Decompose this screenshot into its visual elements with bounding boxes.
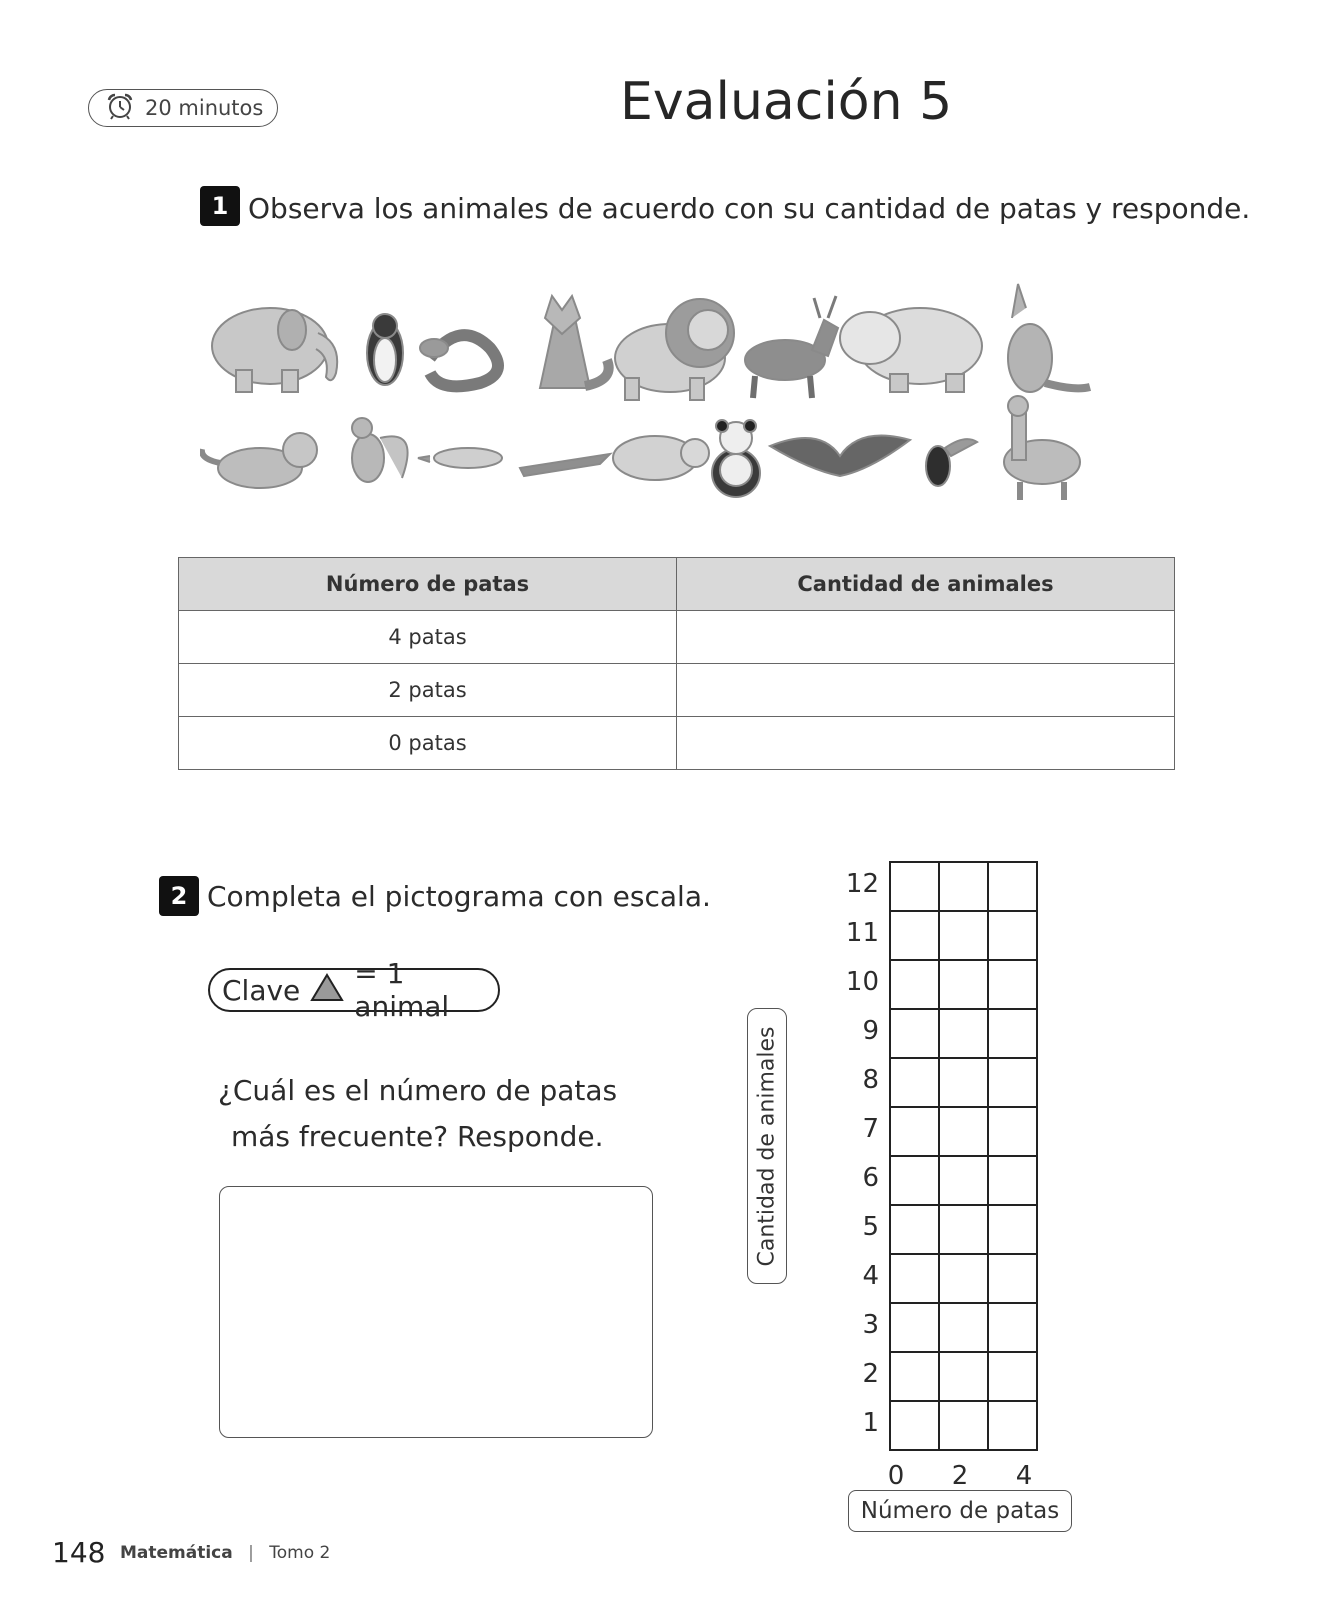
footer-book-info	[120, 1543, 330, 1563]
pictogram-cell[interactable]	[988, 862, 1037, 911]
y-tick-label: 6	[862, 1163, 879, 1193]
footer-separator: |	[248, 1543, 254, 1563]
pig-icon	[613, 436, 709, 480]
timer-label: 20 minutos	[145, 96, 264, 120]
triangle-icon	[310, 972, 344, 1009]
y-axis-label-text: Cantidad de animales	[754, 1026, 780, 1266]
footer-subject: Matemática	[120, 1543, 233, 1563]
y-tick-label: 10	[845, 967, 879, 997]
key-value: = 1 animal	[354, 957, 450, 1023]
pictogram-cell[interactable]	[988, 1401, 1037, 1450]
table-header-legs: Número de patas	[179, 558, 677, 611]
pictogram-cell[interactable]	[988, 1205, 1037, 1254]
page-number: 148	[52, 1536, 106, 1569]
pictogram-cell[interactable]	[890, 1156, 939, 1205]
pictogram-cell[interactable]	[890, 911, 939, 960]
table-row	[179, 664, 1175, 717]
pictogram-cell[interactable]	[890, 1254, 939, 1303]
pictogram-cell[interactable]	[890, 862, 939, 911]
pictogram-cell[interactable]	[890, 1009, 939, 1058]
y-tick-label: 5	[862, 1212, 879, 1242]
pictogram-cell[interactable]	[939, 1156, 988, 1205]
snake-icon	[420, 335, 498, 386]
pictogram-grid	[889, 861, 1043, 1457]
pictogram-cell[interactable]	[988, 1058, 1037, 1107]
elephant-icon	[212, 308, 337, 392]
pictogram-cell[interactable]	[939, 960, 988, 1009]
key-label: Clave	[222, 973, 301, 1007]
prompt-line-2: más frecuente? Responde.	[231, 1120, 604, 1153]
pictogram-key	[208, 957, 500, 1023]
x-tick-label: 2	[951, 1461, 969, 1491]
animals-illustration	[200, 278, 1120, 518]
pictogram-cell[interactable]	[890, 1352, 939, 1401]
y-axis-label	[747, 1008, 787, 1284]
pictogram-cell[interactable]	[988, 1352, 1037, 1401]
bird-icon	[418, 448, 502, 468]
pictogram-cell[interactable]	[890, 1205, 939, 1254]
table-header-count: Cantidad de animales	[677, 558, 1175, 611]
table-cell-count-input[interactable]	[677, 717, 1175, 770]
crocodile-icon	[520, 454, 610, 476]
lion-icon	[615, 299, 734, 400]
table-row	[179, 717, 1175, 770]
table-row	[179, 611, 1175, 664]
footer-volume: Tomo 2	[269, 1543, 331, 1563]
squirrel-icon	[352, 418, 408, 482]
question-2-text: Completa el pictograma con escala.	[207, 880, 711, 913]
pictogram-cell[interactable]	[939, 1058, 988, 1107]
pictogram-cell[interactable]	[890, 960, 939, 1009]
toucan-icon	[926, 439, 977, 486]
pictogram-cell[interactable]	[988, 960, 1037, 1009]
pictogram-cell[interactable]	[988, 1009, 1037, 1058]
pictogram-cell[interactable]	[890, 1058, 939, 1107]
pictogram-cell[interactable]	[890, 1401, 939, 1450]
pictogram-cell[interactable]	[988, 1156, 1037, 1205]
table-cell-legs: 2 patas	[179, 664, 677, 717]
pictogram-cell[interactable]	[939, 1401, 988, 1450]
penguin-icon	[367, 314, 403, 385]
pictogram-cell[interactable]	[939, 1009, 988, 1058]
legs-table	[178, 557, 1175, 770]
pictogram-cell[interactable]	[939, 862, 988, 911]
answer-box[interactable]	[219, 1186, 653, 1438]
x-axis-label: Número de patas	[848, 1490, 1072, 1532]
table-cell-count-input[interactable]	[677, 664, 1175, 717]
question-1-text: Observa los animales de acuerdo con su cantidad de patas y responde.	[248, 192, 1251, 225]
pictogram-cell[interactable]	[890, 1107, 939, 1156]
pictogram-cell[interactable]	[939, 911, 988, 960]
pictogram-cell[interactable]	[988, 1254, 1037, 1303]
pictogram-cell[interactable]	[939, 1303, 988, 1352]
question-1-number: 1	[200, 186, 240, 226]
kangaroo-icon	[1008, 284, 1090, 392]
hippo-icon	[840, 308, 982, 392]
y-tick-label: 9	[862, 1016, 879, 1046]
y-tick-label: 1	[862, 1408, 879, 1438]
time-badge	[88, 89, 278, 127]
pictogram-cell[interactable]	[939, 1352, 988, 1401]
y-tick-label: 8	[862, 1065, 879, 1095]
pictogram-cell[interactable]	[988, 1107, 1037, 1156]
pictogram-cell[interactable]	[939, 1205, 988, 1254]
x-tick-label: 4	[1015, 1461, 1033, 1491]
question-2-prompt	[218, 1068, 617, 1160]
pictogram-cell[interactable]	[988, 1303, 1037, 1352]
table-cell-count-input[interactable]	[677, 611, 1175, 664]
pictogram-cell[interactable]	[939, 1254, 988, 1303]
y-tick-label: 3	[862, 1310, 879, 1340]
page-title: Evaluación 5	[620, 72, 953, 132]
y-tick-label: 2	[862, 1359, 879, 1389]
table-cell-legs: 0 patas	[179, 717, 677, 770]
alarm-clock-icon	[103, 91, 137, 125]
eagle-icon	[770, 436, 910, 476]
pictogram-cell[interactable]	[939, 1107, 988, 1156]
y-tick-label: 12	[845, 869, 879, 899]
x-tick-label: 0	[887, 1461, 905, 1491]
question-2-number: 2	[159, 876, 199, 916]
y-tick-label: 11	[845, 918, 879, 948]
y-tick-label: 7	[862, 1114, 879, 1144]
pictogram-cell[interactable]	[988, 911, 1037, 960]
prompt-line-1: ¿Cuál es el número de patas	[218, 1074, 618, 1107]
y-tick-label: 4	[862, 1261, 879, 1291]
cat-icon	[202, 433, 317, 488]
pictogram-cell[interactable]	[890, 1303, 939, 1352]
table-cell-legs: 4 patas	[179, 611, 677, 664]
llama-icon	[1004, 396, 1080, 500]
fox-icon	[540, 296, 609, 388]
panda-icon	[712, 420, 760, 497]
deer-icon	[745, 296, 838, 398]
